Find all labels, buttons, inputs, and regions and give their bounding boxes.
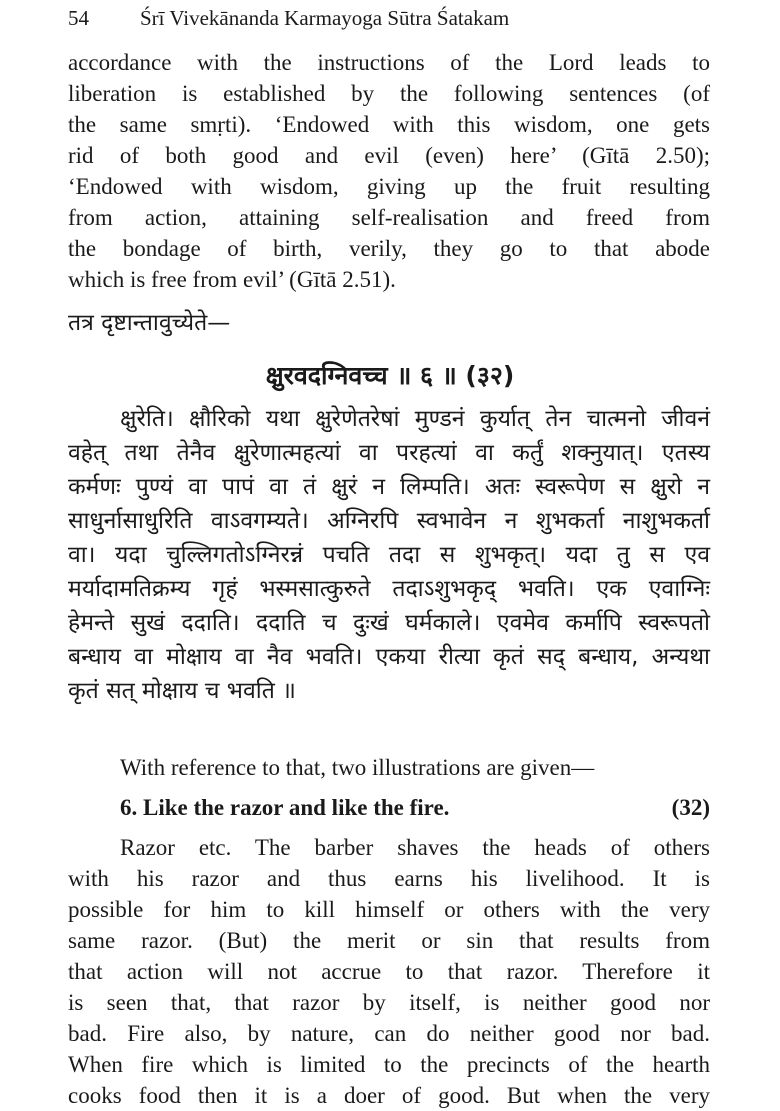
sanskrit-commentary-line: हेमन्ते सुखं ददाति। ददाति च दुःखं घर्मकाले। एवमेव कर्मापि स्वरूपतो xyxy=(68,610,710,636)
english-intro: With reference to that, two illustrations are given— xyxy=(120,755,595,780)
book-title: Śrī Vivekānanda Karmayoga Sūtra Śatakam xyxy=(140,6,510,30)
english-commentary-line: same razor. (But) the merit or sin that results from xyxy=(68,928,710,953)
sanskrit-commentary-line: कृतं सत् मोक्षाय च भवति ॥ xyxy=(68,678,296,704)
sutra-english-text: 6. Like the razor and like the fire. xyxy=(120,795,450,820)
sanskrit-commentary-line: वा। यदा चुल्लिगतोऽग्निरन्नं पचति तदा स शुभकृत्। यदा तु स एव xyxy=(68,542,710,568)
english-commentary-line: cooks food then it is a doer of good. But when the very xyxy=(68,1083,710,1108)
para1-line: the bondage of birth, verily, they go to that abode xyxy=(68,236,710,261)
english-commentary-line: with his razor and thus earns his livelihood. It is xyxy=(68,866,710,891)
sutra-number: (32) xyxy=(671,795,710,820)
para1-line: accordance with the instructions of the Lord leads to xyxy=(68,50,710,75)
para1-line: the same smṛti). ‘Endowed with this wisdom, one gets xyxy=(68,112,710,137)
para1-line: which is free from evil’ (Gītā 2.51). xyxy=(68,267,396,292)
english-commentary-line: bad. Fire also, by nature, can do neither good nor bad. xyxy=(68,1021,710,1046)
para1-line: from action, attaining self-realisation and freed from xyxy=(68,205,710,230)
para1-line: ‘Endowed with wisdom, giving up the fruit resulting xyxy=(68,174,710,199)
sutra-sanskrit: क्षुरवदग्निवच्च ॥ ६ ॥ (३२) xyxy=(265,361,515,390)
sanskrit-commentary-line: मर्यादामतिक्रम्य गृहं भस्मसात्कुरुते तदाऽशुभकृद् भवति। एक एवाग्निः xyxy=(68,576,710,602)
sanskrit-commentary-line: कर्मणः पुण्यं वा पापं वा तं क्षुरं न लिम्पति। अतः स्वरूपेण स क्षुरो न xyxy=(68,474,710,500)
english-commentary-line: possible for him to kill himself or others with the very xyxy=(68,897,710,922)
english-commentary-line: Razor etc. The barber shaves the heads of others xyxy=(120,835,710,860)
sanskrit-commentary-line: बन्धाय वा मोक्षाय वा नैव भवति। एकया रीत्या कृतं सद् बन्धाय, अन्यथा xyxy=(68,644,710,670)
sutra-english-heading xyxy=(120,795,710,821)
english-commentary-line: When fire which is limited to the precincts of the hearth xyxy=(68,1052,710,1077)
english-commentary-line: that action will not accrue to that razor. Therefore it xyxy=(68,959,710,984)
sanskrit-intro: तत्र दृष्टान्तावुच्येते— xyxy=(68,310,231,336)
running-head xyxy=(68,2,708,36)
para1-line: rid of both good and evil (even) here’ (Gītā 2.50); xyxy=(68,143,710,168)
para1-line: liberation is established by the following sentences (of xyxy=(68,81,710,106)
english-commentary-line: is seen that, that razor by itself, is neither good nor xyxy=(68,990,710,1015)
sanskrit-commentary-line: क्षुरेति। क्षौरिको यथा क्षुरेणेतरेषां मुण्डनं कुर्यात् तेन चात्मनो जीवनं xyxy=(120,406,710,432)
sanskrit-commentary-line: साधुर्नासाधुरिति वाऽवगम्यते। अग्निरपि स्वभावेन न शुभकर्ता नाशुभकर्ता xyxy=(68,508,710,534)
page-number: 54 xyxy=(68,6,89,30)
sanskrit-commentary-line: वहेत् तथा तेनैव क्षुरेणात्महत्यां वा परहत्यां वा कर्तुं शक्नुयात्। एतस्य xyxy=(68,440,710,466)
